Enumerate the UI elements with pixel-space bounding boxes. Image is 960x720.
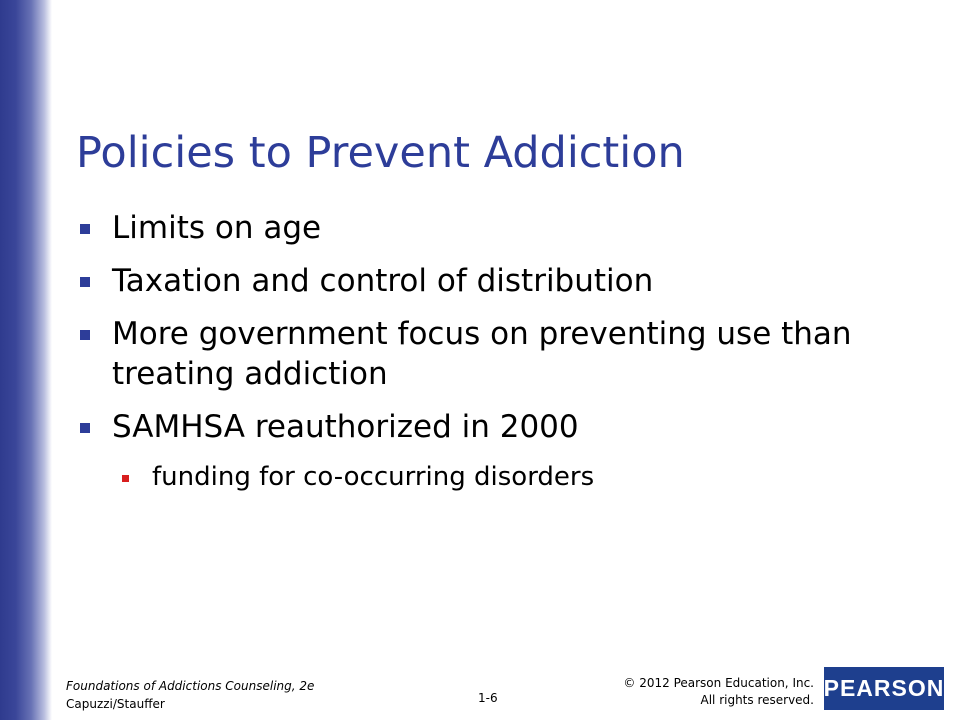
bullet-item	[74, 407, 934, 447]
bullet-text: Taxation and control of distribution	[112, 263, 654, 299]
sub-bullet-text: funding for co-occurring disorders	[152, 462, 595, 492]
pearson-logo: PEARSON	[824, 667, 944, 710]
bullet-item	[74, 208, 934, 248]
book-title: Foundations of Addictions Counseling, 2e	[66, 679, 315, 693]
bullet-text: SAMHSA reauthorized in 2000	[112, 409, 579, 445]
square-bullet-icon	[80, 330, 90, 340]
footer-copyright	[600, 675, 814, 709]
bullet-text: More government focus on preventing use than treating addiction	[112, 316, 852, 392]
copyright-text: © 2012 Pearson Education, Inc.	[623, 676, 814, 690]
slide-title: Policies to Prevent Addiction	[76, 128, 685, 178]
footer-citation	[66, 677, 314, 713]
square-bullet-icon	[80, 423, 90, 433]
book-authors: Capuzzi/Stauffer	[66, 697, 165, 711]
small-square-bullet-icon	[122, 475, 129, 482]
page-number: 1-6	[478, 691, 498, 705]
bullet-item	[74, 261, 934, 301]
bullet-list	[74, 208, 934, 494]
square-bullet-icon	[80, 224, 90, 234]
rights-text: All rights reserved.	[700, 693, 814, 707]
sub-bullet-item	[122, 460, 934, 494]
bullet-item	[74, 314, 934, 394]
square-bullet-icon	[80, 277, 90, 287]
bullet-text: Limits on age	[112, 210, 322, 246]
side-gradient-band	[0, 0, 52, 720]
